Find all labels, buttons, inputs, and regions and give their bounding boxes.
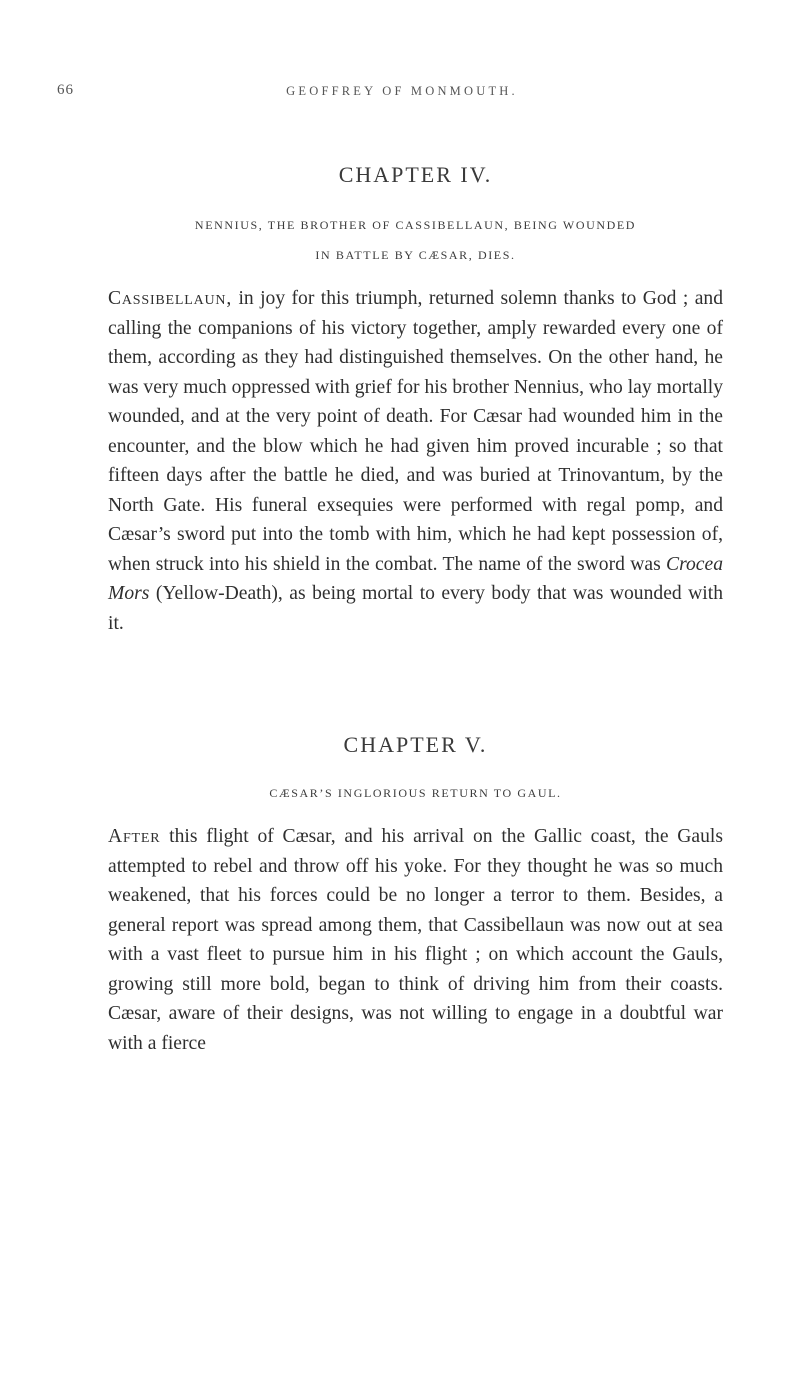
chapter-heading: CHAPTER IV. [338,162,493,187]
sword-name: Crocea Mors [108,553,723,604]
chapter-paragraph [108,822,723,1058]
chapter-iv [108,162,723,638]
chapter-summary [108,778,723,808]
chapter-paragraph [108,284,723,638]
chapter-heading: CHAPTER V. [343,732,488,757]
chapter-summary-line: NENNIUS, THE BROTHER OF CASSIBELLAUN, BEING WOUNDED [194,218,637,232]
chapter-summary-line: CÆSAR’S INGLORIOUS RETURN TO GAUL. [269,786,562,800]
chapter-summary [108,210,723,270]
paragraph-text: this flight of Cæsar, and his arrival on the Gallic coast, the Gauls attempted to rebel and throw off his yoke. For they thought he was so much weakened, that his forces could be no longer a terror to them. Besides, a general report was spread among them, that Cassibellaun was now out at sea with a vast fleet to pursue him in his flight ; on which account the Gauls, growing still more bold, began to think of driving him from their coasts. Cæsar, aware of their designs, was not willing to engage in a doubtful war with a fierce [108,826,723,1054]
paragraph-lead-word: Cassibellaun, [108,288,233,309]
paragraph-text: in joy for this triumph, returned solemn thanks to God ; and calling the companions of his victory together, amply rewarded every one of them, according as they had distinguished themselves. On the other hand, he was very much oppressed with grief for his brother Nennius, who lay mortally wounded, and at the very point of death. For Cæsar had wounded him in the encounter, and the blow which he had given him proved incurable ; so that fifteen days after the battle he died, and was buried at Trinovantum, by the North Gate. His funeral exsequies were performed with regal pomp, and Cæsar’s sword put into the tomb with him, which he had kept possession of, when struck into his shield in the combat. The name of the sword was [108,288,723,575]
chapter-v [108,732,723,1058]
paragraph-text: (Yellow-Death), as being mortal to every body that was wounded with it. [108,583,723,634]
running-head [57,82,747,106]
page-number: 66 [57,82,74,98]
chapter-summary-line: IN BATTLE BY CÆSAR, DIES. [315,248,516,262]
running-title: GEOFFREY OF MONMOUTH. [286,84,518,98]
paragraph-lead-word: After [108,826,161,847]
